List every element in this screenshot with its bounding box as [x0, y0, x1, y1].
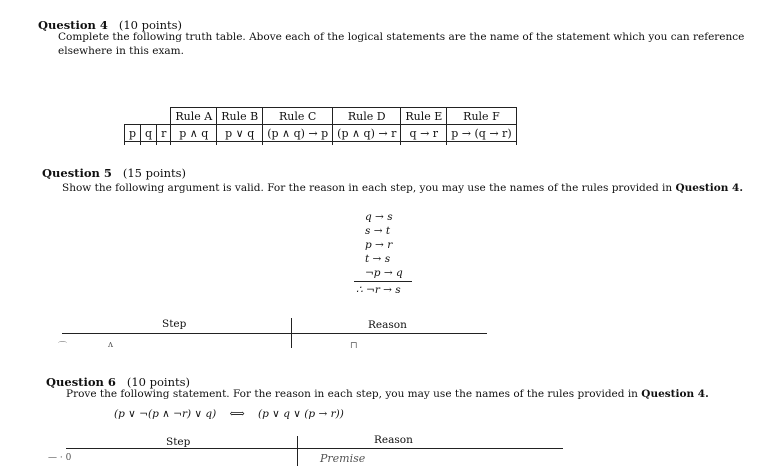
- q6-heading: Question 6: [46, 375, 116, 389]
- rule-d-label: Rule D: [333, 108, 401, 125]
- header-rule-e: q → r: [401, 125, 447, 142]
- q4-title: [38, 18, 182, 32]
- truth-table-blank-cell: [141, 108, 157, 125]
- answer-cell[interactable]: [333, 142, 401, 146]
- equivalence-symbol: ⟺: [229, 408, 245, 420]
- q4-instructions-line2: elsewhere in this exam.: [58, 45, 184, 57]
- truth-table-rule-row: [125, 108, 517, 125]
- header-rule-b: p ∨ q: [217, 125, 263, 142]
- q5-reason-header: Reason: [368, 319, 407, 331]
- answer-cell[interactable]: [171, 142, 217, 146]
- q5-instructions-text: Show the following argument is valid. For the reason in each step, you may use the names of the rules provided in: [62, 182, 673, 194]
- q6-table-rule: [66, 448, 563, 449]
- header-rule-a: p ∧ q: [171, 125, 217, 142]
- q6-points: (10 points): [126, 375, 191, 389]
- q6-reason-header: Reason: [374, 434, 413, 446]
- pencil-mark: ⌒: [58, 342, 68, 352]
- answer-cell[interactable]: [447, 142, 516, 146]
- q5-step-header: Step: [162, 318, 187, 330]
- q6-instructions: [66, 388, 709, 400]
- q5-question-ref: Question 4.: [675, 182, 743, 194]
- q5-table-rule: [62, 333, 487, 334]
- header-p: p: [125, 125, 141, 142]
- conclusion: ∴ ¬r → s: [356, 284, 401, 296]
- q6-table-divider: [297, 436, 298, 466]
- rule-a-label: Rule A: [171, 108, 217, 125]
- rule-f-label: Rule F: [447, 108, 516, 125]
- q4-points: (10 points): [118, 18, 183, 32]
- header-q: q: [141, 125, 157, 142]
- q6-rhs: (p ∨ q ∨ (p → r)): [258, 408, 344, 420]
- rule-b-label: Rule B: [217, 108, 263, 125]
- premise-5: ¬p → q: [365, 267, 403, 279]
- truth-table-header-row: [125, 125, 517, 142]
- header-rule-d: (p ∧ q) → r: [333, 125, 401, 142]
- truth-table: [124, 107, 517, 145]
- q5-instructions: [62, 182, 743, 194]
- premise-4: t → s: [365, 253, 391, 265]
- rule-c-label: Rule C: [263, 108, 333, 125]
- truth-table-blank-cell: [125, 108, 141, 125]
- q6-title: [46, 375, 190, 389]
- q4-heading: Question 4: [38, 18, 108, 32]
- answer-cell[interactable]: [217, 142, 263, 146]
- answer-cell[interactable]: [157, 142, 171, 146]
- q6-lhs: (p ∨ ¬(p ∧ ¬r) ∨ q): [114, 408, 217, 420]
- rule-e-label: Rule E: [401, 108, 447, 125]
- q6-statement: [114, 408, 344, 420]
- pencil-mark: ⊓: [350, 341, 358, 351]
- pencil-mark: ʌ: [108, 340, 114, 350]
- pencil-mark: — · 0: [48, 453, 72, 463]
- header-r: r: [157, 125, 171, 142]
- premise-2: s → t: [365, 225, 391, 237]
- q5-heading: Question 5: [42, 166, 112, 180]
- q5-table-divider: [291, 318, 292, 348]
- premise-1: q → s: [365, 211, 393, 223]
- answer-cell[interactable]: [401, 142, 447, 146]
- q4-instructions-line1: Complete the following truth table. Above each of the logical statements are the name of the statement which you can reference: [58, 31, 745, 43]
- truth-table-answer-row[interactable]: [125, 142, 517, 146]
- argument-divider: [354, 281, 412, 282]
- q6-instructions-text: Prove the following statement. For the reason in each step, you may use the names of the rules provided in: [66, 388, 638, 400]
- q6-step-header: Step: [166, 436, 191, 448]
- q5-title: [42, 166, 186, 180]
- q6-question-ref: Question 4.: [641, 388, 709, 400]
- truth-table-blank-cell: [157, 108, 171, 125]
- header-rule-c: (p ∧ q) → p: [263, 125, 333, 142]
- answer-cell[interactable]: [263, 142, 333, 146]
- answer-cell[interactable]: [141, 142, 157, 146]
- handwritten-reason: Premise: [320, 452, 366, 465]
- premise-3: p → r: [365, 239, 393, 251]
- header-rule-f: p → (q → r): [447, 125, 516, 142]
- q5-points: (15 points): [122, 166, 187, 180]
- answer-cell[interactable]: [125, 142, 141, 146]
